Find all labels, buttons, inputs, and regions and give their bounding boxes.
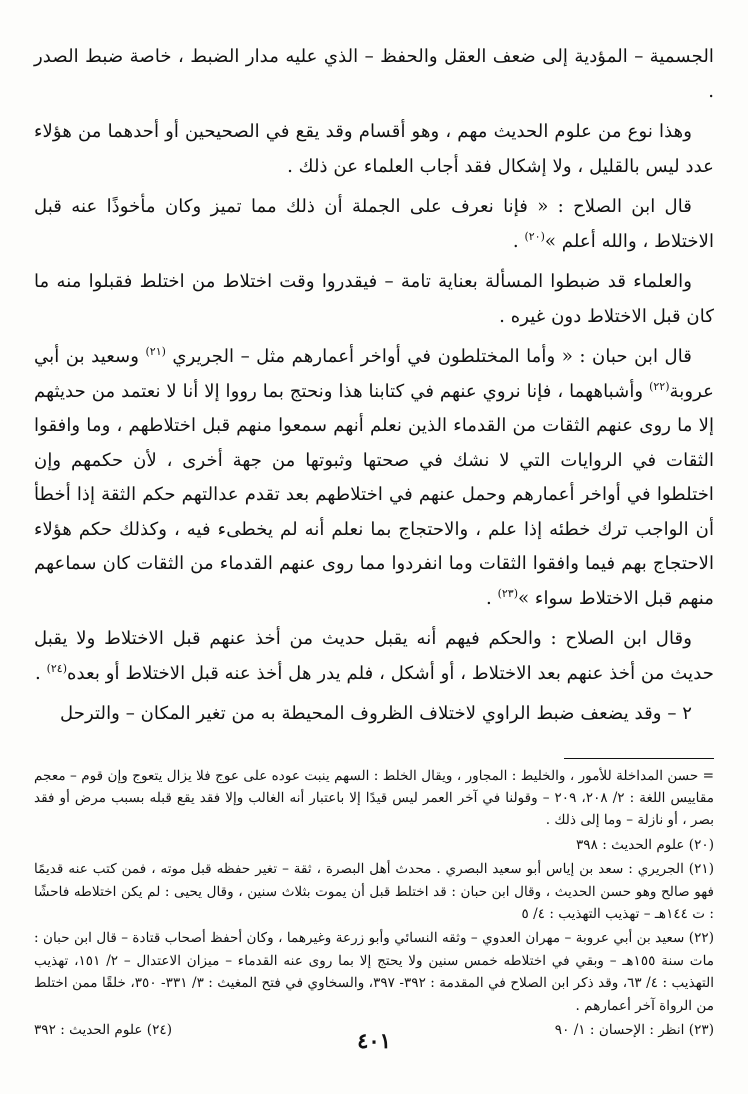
paragraph-end: . bbox=[35, 662, 47, 684]
footnote-20: (٢٠) علوم الحديث : ٣٩٨ bbox=[575, 836, 714, 853]
paragraph-3 bbox=[34, 190, 714, 259]
paragraph-text: وأشباههما ، فإنا نروي عنهم في كتابنا هذا ونحتج بما رووا إلا أنا لا نعتمد من حديثهم إلا ما روى عنهم الثقات من القدماء الذين نعلم أنهم سمعوا منهم قبل اختلاطهم ، وما وافقوا الثقات في الروايات التي لا نشك في صحتها وثبوتها من جهة أخرى ، لأن حكمهم وإن اختلطوا في أواخر أعمارهم وحمل عنهم في اختلاطهم بعد تقدم عدالتهم حكم الثقة إذا أخطأ أن الواجب ترك خطئه إذا علم ، والاحتجاج بما نعلم أنه لم يخطىء فيه ، وكذلك حكم هؤلاء الاحتجاج بهم فيما وافقوا الثقات وما انفردوا مما روى عنهم القدماء من الثقات كان سماعهم منهم قبل الاختلاط سواء » bbox=[34, 380, 714, 609]
paragraph-text: وقال ابن الصلاح : والحكم فيهم أنه يقبل حديث من أخذ عنهم قبل الاختلاط ولا يقبل حديث من أخذ عنهم بعد الاختلاط ، أو أشكل ، فلم يدر هل أخذ عنه قبل الاختلاط أو بعده bbox=[34, 628, 714, 684]
paragraph-6 bbox=[34, 622, 714, 691]
paragraph-1 bbox=[34, 40, 714, 109]
paragraph-end: . bbox=[512, 230, 525, 252]
paragraph-text: الجسمية – المؤدية إلى ضعف العقل والحفظ – الذي عليه مدار الضبط ، خاصة ضبط الصدر . bbox=[34, 46, 714, 102]
paragraph-end: . bbox=[486, 587, 498, 609]
page-number: ٤٠١ bbox=[357, 1028, 391, 1053]
paragraph-text: وهذا نوع من علوم الحديث مهم ، وهو أقسام وقد يقع في الصحيحين أو أحدهما من هؤلاء عدد ليس بالقليل ، ولا إشكال فقد أجاب العلماء عن ذلك . bbox=[34, 121, 714, 177]
footnote-ref-20[interactable]: (٢٠) bbox=[524, 229, 545, 243]
paragraph-text: وسعيد بن أبي عروبة bbox=[34, 346, 714, 402]
footnote-24: (٢٤) علوم الحديث : ٣٩٢ bbox=[34, 1021, 173, 1038]
paragraph-text: قال ابن حبان : « وأما المختلطون في أواخر أعمارهم مثل – الجريري bbox=[165, 346, 692, 367]
footnote-22: (٢٢) سعيد بن أبي عروبة – مهران العدوي – وثقه النسائي وأبو زرعة وغيرهما ، وكان أحفظ أصحاب قتادة – قال ابن حبان : مات سنة ١٥٥هـ – وبقي في اختلاطه خمس سنين ولا يحتج إلا بما روى عنه القدماء – ميزان الاعتدال – ٢/ ١٥١، تهذيب التهذيب : ٤/ ٦٣، وقد ذكر ابن الصلاح في المقدمة : ٣٩٢- ٣٩٧، والسخاوي في فتح المغيث : ٣/ ٣٣١- ٣٥٠، خلقًا ممن اختلط من الرواة آخر أعمارهم . bbox=[34, 930, 714, 1014]
paragraph-text: ٢ – وقد يضعف ضبط الراوي لاختلاف الظروف المحيطة به من تغير المكان – والترحل bbox=[60, 703, 692, 724]
footnote-23: (٢٣) انظر : الإحسان : ١/ ٩٠ bbox=[554, 1021, 714, 1038]
footnote-ref-22[interactable]: (٢٢) bbox=[649, 379, 670, 393]
footnote-ref-21[interactable]: (٢١) bbox=[145, 344, 166, 358]
footnote-ref-24[interactable]: (٢٤) bbox=[46, 661, 68, 675]
paragraph-2 bbox=[34, 115, 714, 184]
footnote-continuation: = حسن المداخلة للأمور ، والخليط : المجاور ، ويقال الخلط : السهم ينبت عوده على عوج فلا يزال يتعوج وإن قوم – معجم مقاييس اللغة : ٢/ ٢٠٨، ٢٠٩ – وقولنا في آخر العمر ليس قيدًا إلا باعتبار أنه الغالب وإلا فقد يقع قبله بسبب مرض أو فقد بصر ، أو نازلة – وما إلى ذلك . bbox=[34, 767, 714, 829]
page-body bbox=[34, 40, 714, 1041]
paragraph-7 bbox=[34, 697, 714, 732]
footnote-divider bbox=[564, 758, 714, 759]
footnote-ref-23[interactable]: (٢٣) bbox=[497, 586, 518, 600]
paragraph-text: قال ابن الصلاح : « فإنا نعرف على الجملة أن ذلك مما تميز وكان مأخوذًا عنه قبل الاختلاط ، والله أعلم » bbox=[34, 196, 714, 252]
footnote-21: (٢١) الجريري : سعد بن إياس أبو سعيد البصري . محدث أهل البصرة ، ثقة – تغير حفظه قبل موته ، فمن كتب عنه قديمًا فهو صالح وهو حسن الحديث ، وقال ابن حبان : قد اختلط قبل أن يموت بثلاث سنين ، وقال يحيى : لم يكن اختلاطه فاحشًا : ت ١٤٤هـ – تهذيب التهذيب : ٤/ ٥ bbox=[34, 861, 714, 922]
paragraph-text: والعلماء قد ضبطوا المسألة بعناية تامة – فيقدروا وقت اختلاط من اختلط فقبلوا منه ما كان قبل الاختلاط دون غيره . bbox=[34, 271, 714, 327]
paragraph-4 bbox=[34, 265, 714, 334]
paragraph-5 bbox=[34, 340, 714, 616]
